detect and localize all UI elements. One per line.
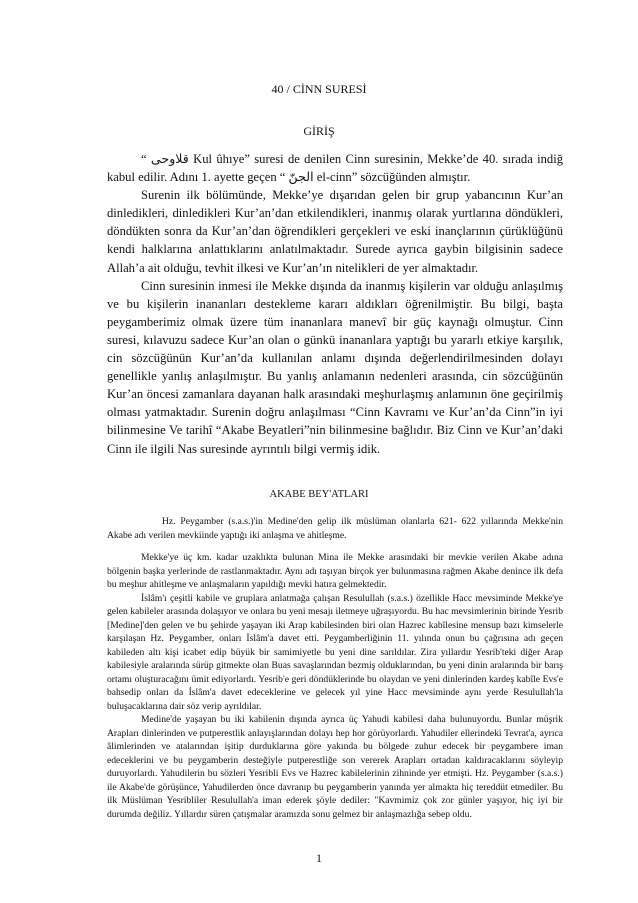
paragraph: Mekke'ye üç km. kadar uzaklıkta bulunan Mina ile Mekke arasındaki bir mevkie verilen Akabe adına bölgenin başka yerlerinde de rastlanmaktadır. Aynı adı taşıyan birçok yer bulunmasına rağmen Akabe denince ilk defa bu meşhur ahitleşme ve anlaşmaların yapıldığı mevki hatıra gelmektedir. (107, 552, 563, 590)
running-title: 40 / CİNN SURESİ (271, 82, 367, 96)
section-heading-akabe: AKABE BEY'ATLARI (269, 489, 369, 500)
paragraph: Medine'de yaşayan bu iki kabilenin dışında ayrıca üç Yahudi kabilesi daha bulunuyordu. Bunlar müşrik Arapları dinlerinden ve putperestlik anlayışlarından dolayı hep hor görüyorlardı. Yahudiler ellerindeki Tevrat'a, ayrıca âlimlerinden ve atalarından işitip durduklarına göre yakında bu bölgede zuhur edecek bir peygambere iman edeceklerini ve bu peygamberin desteğiyle putperestliğe son vererek Arapları ortadan kaldıracaklarını söyleyip duruyorlardı. Yahudilerin bu sözleri Yesribli Evs ve Hazrec kabilelerinin zihninde yer etmişti. Hz. Peygamber (s.a.s.) ile Akabe'de görüşünce, Yahudilerden önce davranıp bu peygamberin yanında yer almakta hiç tereddüt etmediler. Bu ilk Müslüman Yesribliler Resulullah'a iman ederek şöyle dediler: "Kavmimiz çok zor günler yaşıyor, hiç iyi bir durumda değiliz. Yıllardır süren çatışmalar aramızda sonu gelmez bir anlaşmazlığa sebep oldu. (107, 714, 563, 820)
paragraph: “ قلاوحى Kul ûhıye” suresi de denilen Cinn suresinin, Mekke’de 40. sırada indiğ kabul edilir. Adını 1. ayette geçen “ الجنّ el-cinn” sözcüğünden almıştır. (107, 152, 563, 185)
paragraph: Cinn suresinin inmesi ile Mekke dışında da inanmış kişilerin var olduğu anlaşılmış ve bu kişilerin inananları destekleme kararı aldıkları öğrenilmiştir. Bu bilgi, başta peygamberimiz olmak üzere tüm inananlara manevî bir güç kaynağı olmuştur. Cinn suresi, kılavuzu sadece Kur’an olan o günkü inananlara yaptığı bu yararlı etkiye karşılık, cin sözcüğünün Kur’an’da kullanılan anlamı dışında değerlendirilmesinden dolayı genellikle yanlış anlaşılmıştır. Bu yanlış anlamanın nedenleri arasında, cin sözcüğünün Kur’an öncesi zamanlara dayanan halk arasındaki meşhurlaşmış anlamının öne geçirilmiş olması yatmaktadır. Surenin doğru anlaşılması “Cinn Kavramı ve Kur’an’da Cinn”in iyi bilinmesine Ve tarihî “Akabe Beyatleri”nin bilinmesine bağlıdır. Biz Cinn ve Kur’an’daki Cinn ile ilgili Nas suresinde ayrıntılı bilgi vermiş idik. (107, 278, 563, 456)
section-giris-body (107, 150, 563, 458)
section-heading-giris: GİRİŞ (303, 124, 335, 138)
paragraph: Hz. Peygamber (s.a.s.)'in Medine'den gelip ilk müslüman olanlarla 621- 622 yıllarında Mekke'nin Akabe adı verilen mevkiinde yaptığı iki anlaşma ve ahitleşme. (107, 516, 563, 541)
paragraph: İslâm'ı çeşitli kabile ve gruplara anlatmağa çalışan Resulullah (s.a.s.) özellikle Hacc mevsiminde Mekke'ye gelen kabileler arasında dolaşıyor ve onlara bu yeni mesajı iletmeye uğraşıyordu. Bu hac mevsimlerinin birinde Yesrib [Medine]'den gelen ve bu şehirde yaşayan iki Arap kabilesinden biri olan Hazrec kabîlesine mensup bazı kimselerle karşılaşan Hz. Peygamber, onları İslâm'a davet etti. Peygamberliğinin 11. yılında onun bu çağrısına adı geçen kabileden altı kişi icabet edip büyük bir samimiyetle bu yeni dine sarıldılar. Zira yıllardır Yesrib'teki diğer Arap kabilesiyle aralarında sürüp gitmekte olan Buas savaşlarından bezmiş olduklarından, bu yeni dinin aralarında bir barış ortamı oluşturacağını ümit ediyorlardı. Yesrib'e geri döndüklerinde bu olaydan ve yeni dinlerinden kardeş kabîle Evs'e bahsedip onları da İslâm'a davet edeceklerine ve gelecek yıl yine Hacc mevsiminde aynı yerde Resulullah'la buluşacaklarına dair söz verip ayrıldılar. (107, 592, 563, 712)
paragraph: Surenin ilk bölümünde, Mekke’ye dışarıdan gelen bir grup yabancının Kur’an dinledikleri, dinledikleri Kur’an’dan etkilendikleri, inanmış olarak yurtlarına döndükleri, döndükten sonra da Kur’an’dan öğrendikleri gerçekleri ve eski inançlarının çürüklüğünü kendi halklarına anlattıklarını anlatılmaktadır. Surede ayrıca gaybin bilgisinin sadece Allah’a ait olduğu, tevhit ilkesi ve Kur’an’ın nitelikleri de yer almaktadır. (107, 188, 563, 275)
page-number: 1 (316, 851, 322, 865)
section-akabe-body (107, 515, 563, 821)
